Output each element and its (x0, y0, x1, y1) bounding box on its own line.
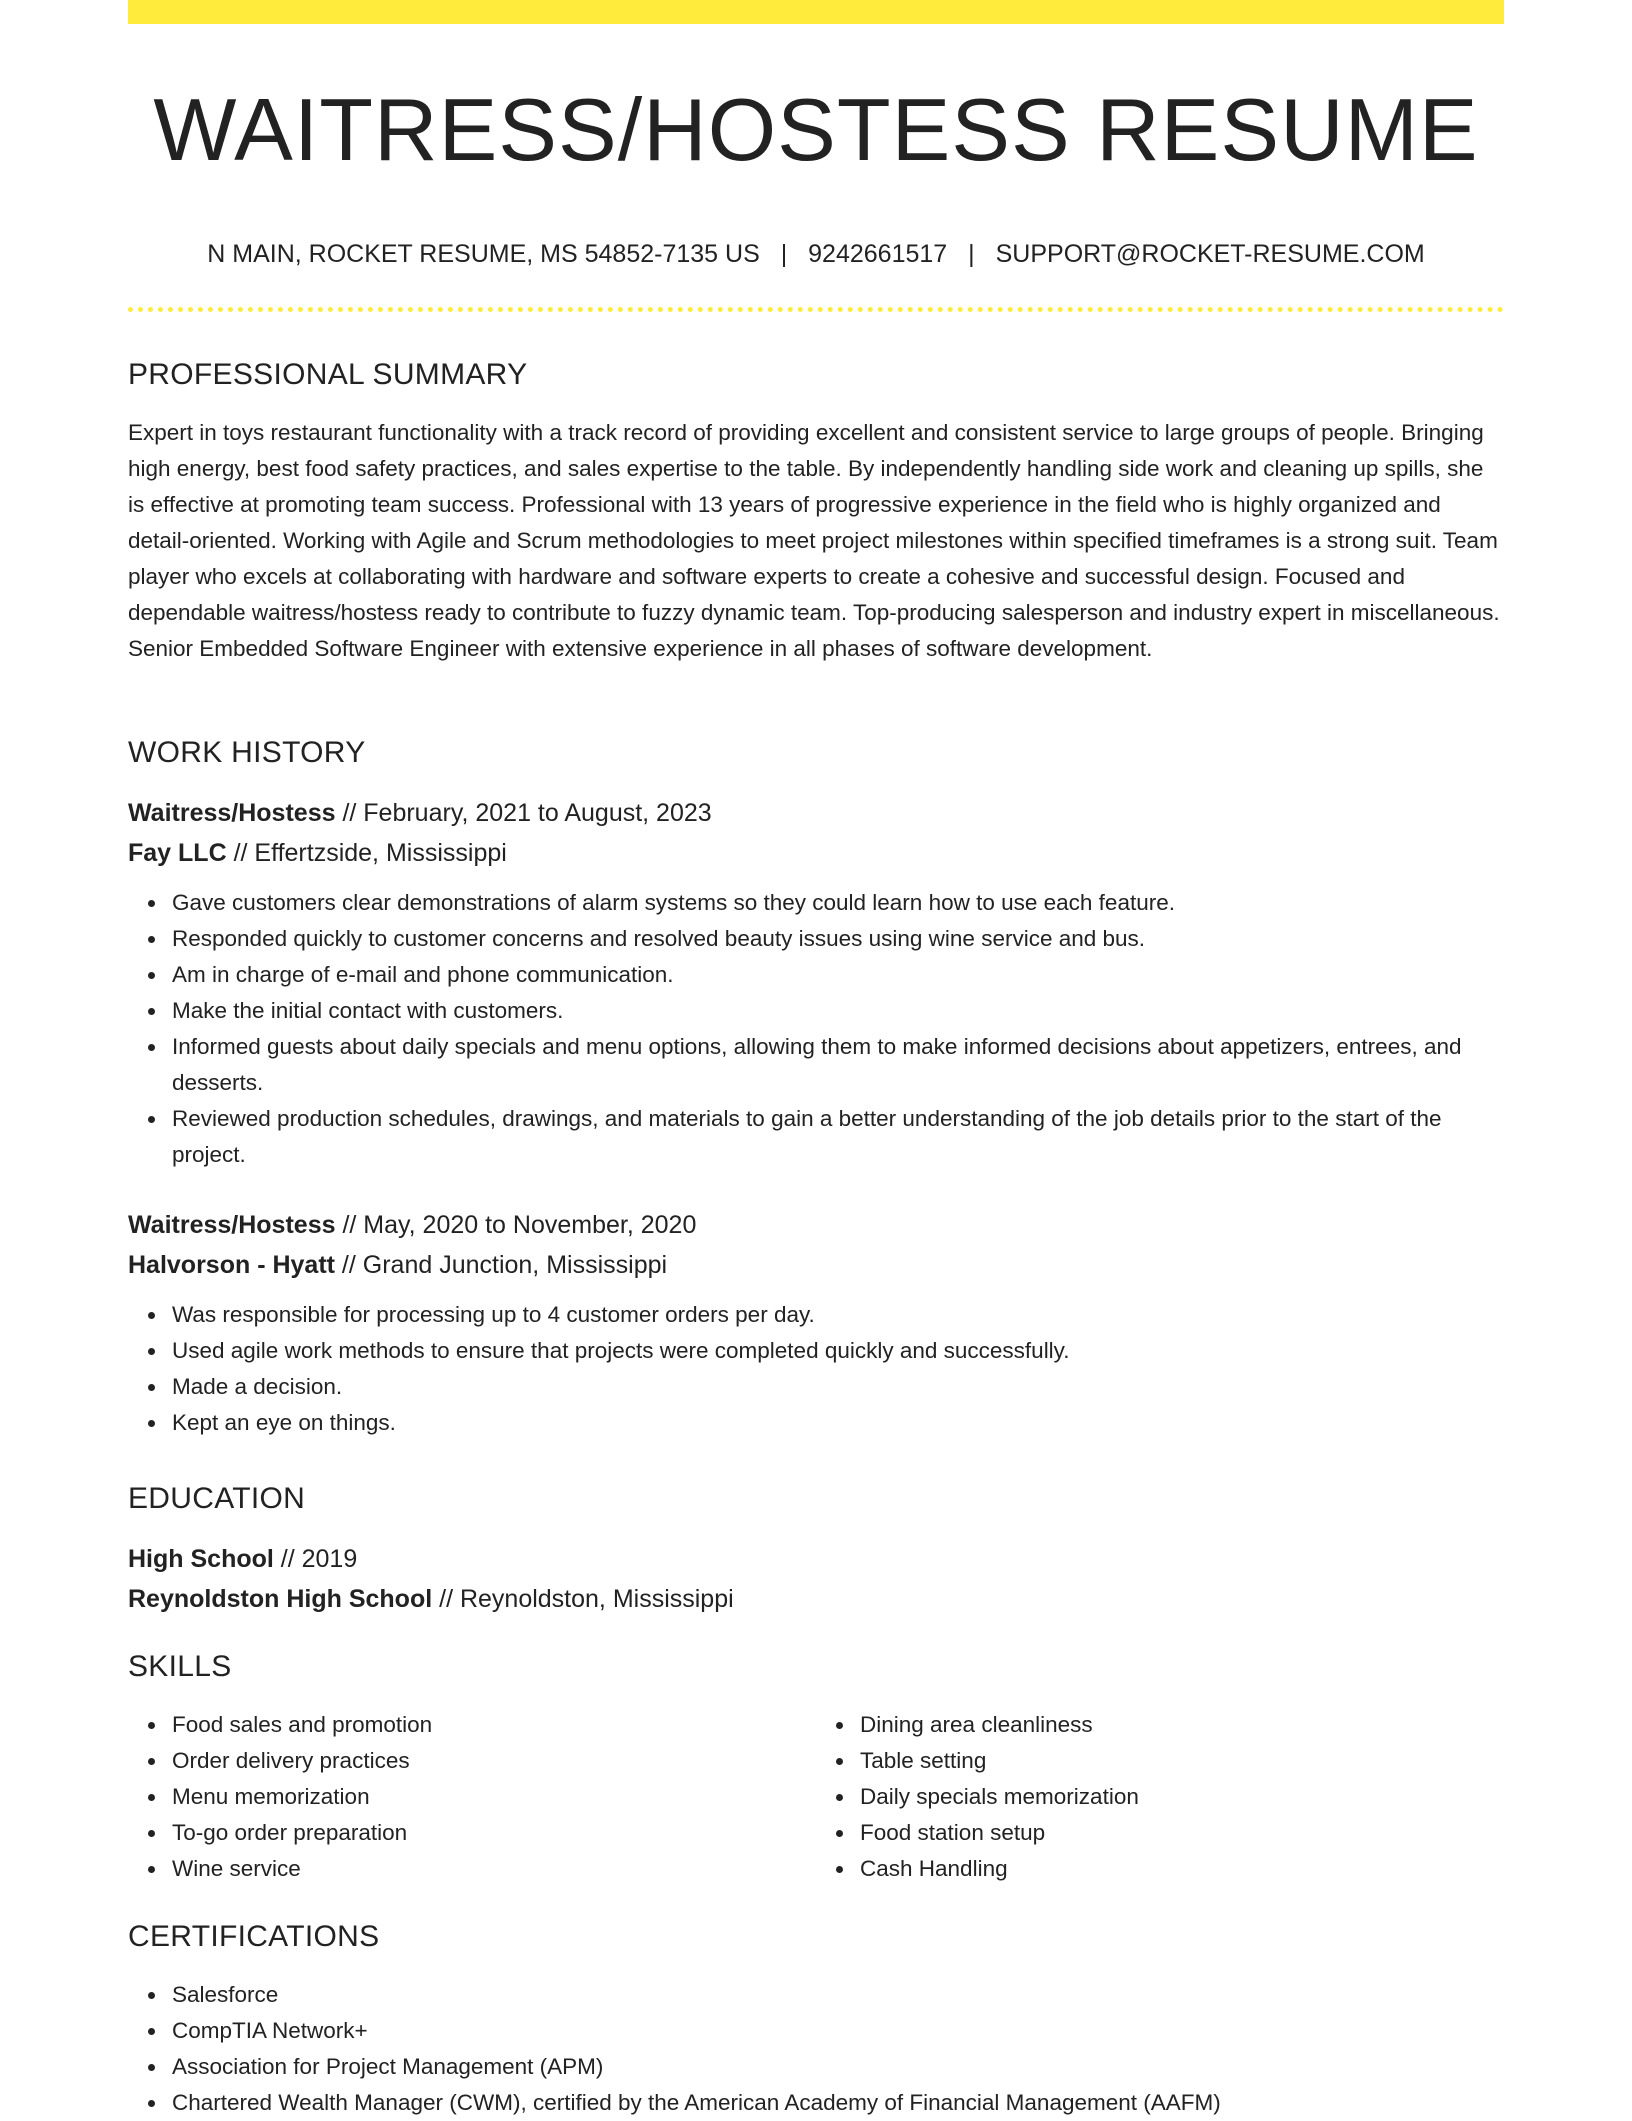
education-section (128, 1479, 1504, 1619)
certifications-section (128, 1917, 1504, 2121)
list-item: Made a decision. (172, 1369, 1504, 1405)
list-item: Chartered Wealth Manager (CWM), certified by the American Academy of Financial Management (AAFM) (172, 2085, 1504, 2121)
job-dates: // May, 2020 to November, 2020 (335, 1211, 697, 1239)
list-item: Make the initial contact with customers. (172, 993, 1504, 1029)
education-heading: EDUCATION (128, 1482, 306, 1515)
skills-columns (128, 1707, 1504, 1887)
contact-address: N MAIN, ROCKET RESUME, MS 54852-7135 US (207, 240, 760, 268)
list-item: Salesforce (172, 1977, 1504, 2013)
skills-section (128, 1647, 1504, 1887)
job-company-line (128, 1245, 1504, 1285)
accent-bar (128, 0, 1504, 24)
list-item: To-go order preparation (172, 1815, 816, 1851)
education-year: // 2019 (273, 1545, 358, 1573)
skills-list-right (816, 1707, 1504, 1887)
job-title-line (128, 793, 1504, 833)
skills-list-left (128, 1707, 816, 1887)
list-item: Menu memorization (172, 1779, 816, 1815)
contact-separator: | (968, 240, 975, 268)
list-item: Daily specials memorization (860, 1779, 1504, 1815)
contact-line (128, 236, 1504, 272)
job-entry (128, 1205, 1504, 1441)
education-degree-line (128, 1539, 1504, 1579)
list-item: Informed guests about daily specials and menu options, allowing them to make informed decisions about appetizers, entrees, and desserts. (172, 1029, 1504, 1101)
job-location: // Grand Junction, Mississippi (334, 1251, 668, 1279)
summary-heading: PROFESSIONAL SUMMARY (128, 358, 528, 391)
list-item: Kept an eye on things. (172, 1405, 1504, 1441)
list-item: Order delivery practices (172, 1743, 816, 1779)
contact-email: SUPPORT@ROCKET-RESUME.COM (995, 240, 1425, 268)
work-history-heading: WORK HISTORY (128, 736, 366, 769)
job-company: Halvorson - Hyatt (128, 1251, 335, 1279)
job-dates: // February, 2021 to August, 2023 (335, 799, 712, 827)
summary-text: Expert in toys restaurant functionality with a track record of providing excellent and consistent service to large groups of people. Bringing high energy, best food safety practices, and sales expertise to the table. By independently handling side work and cleaning up spills, she is effective at promoting team success. Professional with 13 years of progressive experience in the field who is highly organized and detail-oriented. Working with Agile and Scrum methodologies to meet project milestones within specified timeframes is a strong suit. Team player who excels at collaborating with hardware and software experts to create a cohesive and successful design. Focused and dependable waitress/hostess ready to contribute to fuzzy dynamic team. Top-producing salesperson and industry expert in miscellaneous. Senior Embedded Software Engineer with extensive experience in all phases of software development. (128, 420, 1500, 661)
education-school-line (128, 1579, 1504, 1619)
list-item: Cash Handling (860, 1851, 1504, 1887)
list-item: Food sales and promotion (172, 1707, 816, 1743)
contact-phone: 9242661517 (808, 240, 948, 268)
skills-heading: SKILLS (128, 1650, 232, 1683)
list-item: Used agile work methods to ensure that projects were completed quickly and successfully. (172, 1333, 1504, 1369)
job-location: // Effertzside, Mississippi (226, 839, 507, 867)
job-title-line (128, 1205, 1504, 1245)
job-company-line (128, 833, 1504, 873)
job-entry (128, 793, 1504, 1173)
job-bullets (128, 885, 1504, 1173)
list-item: Food station setup (860, 1815, 1504, 1851)
list-item: CompTIA Network+ (172, 2013, 1504, 2049)
list-item: Wine service (172, 1851, 816, 1887)
education-degree: High School (128, 1545, 274, 1573)
list-item: Am in charge of e-mail and phone communication. (172, 957, 1504, 993)
list-item: Association for Project Management (APM) (172, 2049, 1504, 2085)
dotted-divider (128, 307, 1504, 312)
list-item: Table setting (860, 1743, 1504, 1779)
contact-separator: | (780, 240, 788, 268)
list-item: Dining area cleanliness (860, 1707, 1504, 1743)
certifications-heading: CERTIFICATIONS (128, 1920, 380, 1953)
summary-section (128, 355, 1504, 667)
education-school: Reynoldston High School (128, 1585, 433, 1613)
job-title: Waitress/Hostess (128, 799, 336, 827)
certifications-list (128, 1977, 1504, 2121)
list-item: Was responsible for processing up to 4 customer orders per day. (172, 1297, 1504, 1333)
job-title: Waitress/Hostess (128, 1211, 336, 1239)
list-item: Responded quickly to customer concerns and resolved beauty issues using wine service and bus. (172, 921, 1504, 957)
job-company: Fay LLC (128, 839, 227, 867)
list-item: Gave customers clear demonstrations of alarm systems so they could learn how to use each feature. (172, 885, 1504, 921)
work-history-section (128, 733, 1504, 1441)
job-bullets (128, 1297, 1504, 1441)
list-item: Reviewed production schedules, drawings, and materials to gain a better understanding of the job details prior to the start of the project. (172, 1101, 1504, 1173)
resume-title: WAITRESS/HOSTESS RESUME (153, 80, 1479, 179)
education-location: // Reynoldston, Mississippi (432, 1585, 734, 1613)
